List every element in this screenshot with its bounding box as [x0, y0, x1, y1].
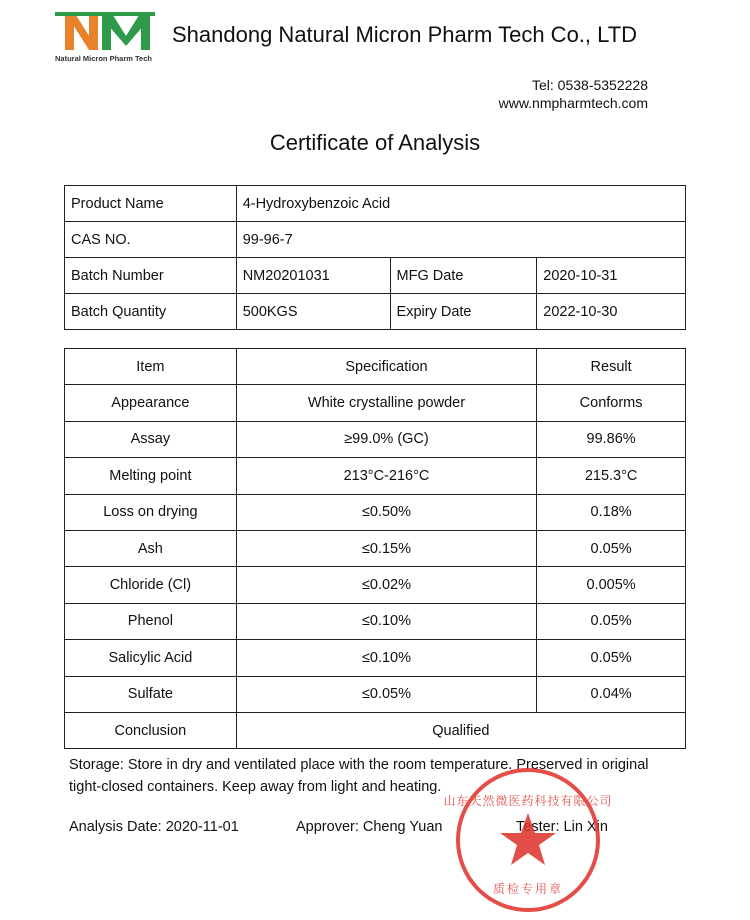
table-row	[65, 640, 686, 676]
result-cell: 0.05%	[537, 640, 686, 676]
info-value: 2020-10-31	[537, 258, 686, 294]
info-row	[65, 222, 686, 258]
page-title: Certificate of Analysis	[269, 130, 481, 155]
item-cell: Salicylic Acid	[65, 640, 237, 676]
table-row	[65, 530, 686, 566]
spec-cell: ≤0.15%	[236, 530, 536, 566]
info-label: Batch Number	[65, 258, 237, 294]
result-cell: 0.04%	[537, 676, 686, 712]
analysis-date: Analysis Date: 2020-11-01	[69, 819, 239, 835]
info-row	[65, 186, 686, 222]
svg-text:质检专用章: 质检专用章	[492, 882, 564, 896]
result-cell: 0.18%	[537, 494, 686, 530]
spec-cell: ≥99.0% (GC)	[236, 421, 536, 457]
info-row	[65, 258, 686, 294]
company-seal-stamp	[443, 765, 613, 915]
item-cell: Appearance	[65, 385, 237, 421]
result-cell: 99.86%	[537, 421, 686, 457]
result-cell: 0.05%	[537, 530, 686, 566]
table-row	[65, 421, 686, 457]
spec-cell: ≤0.10%	[236, 640, 536, 676]
table-row	[65, 458, 686, 494]
table-row	[65, 603, 686, 639]
spec-cell: ≤0.10%	[236, 603, 536, 639]
result-cell: 215.3°C	[537, 458, 686, 494]
item-cell: Ash	[65, 530, 237, 566]
company-logo	[55, 6, 167, 64]
logo-mark	[55, 6, 155, 52]
product-info-table	[64, 185, 686, 330]
tester: Tester: Lin Xin	[516, 819, 608, 835]
spec-cell: ≤0.02%	[236, 567, 536, 603]
result-cell: 0.005%	[537, 567, 686, 603]
spec-cell: ≤0.50%	[236, 494, 536, 530]
info-value: 500KGS	[236, 294, 390, 330]
table-row	[65, 494, 686, 530]
company-name: Shandong Natural Micron Pharm Tech Co., LTD	[172, 22, 638, 47]
info-value: 4-Hydroxybenzoic Acid	[236, 186, 685, 222]
column-header: Result	[537, 349, 686, 385]
contact-block	[499, 76, 648, 112]
conclusion-value: Qualified	[236, 712, 685, 748]
item-cell: Sulfate	[65, 676, 237, 712]
table-row	[65, 385, 686, 421]
column-header: Item	[65, 349, 237, 385]
item-cell: Loss on drying	[65, 494, 237, 530]
spec-cell: 213°C-216°C	[236, 458, 536, 494]
info-label: CAS NO.	[65, 222, 237, 258]
seal-graphic	[443, 765, 613, 915]
info-value: NM20201031	[236, 258, 390, 294]
results-header-row	[65, 349, 686, 385]
column-header: Specification	[236, 349, 536, 385]
item-cell: Phenol	[65, 603, 237, 639]
conclusion-label: Conclusion	[65, 712, 237, 748]
table-row	[65, 567, 686, 603]
website: www.nmpharmtech.com	[498, 95, 648, 111]
result-cell: Conforms	[537, 385, 686, 421]
svg-text:山东天然微医药科技有限公司: 山东天然微医药科技有限公司	[443, 794, 613, 808]
logo-caption: Natural Micron Pharm Tech	[55, 54, 152, 63]
spec-cell: White crystalline powder	[236, 385, 536, 421]
conclusion-row	[65, 712, 686, 748]
table-row	[65, 676, 686, 712]
info-row	[65, 294, 686, 330]
tel: Tel: 0538-5352228	[532, 77, 648, 93]
results-table	[64, 348, 686, 749]
item-cell: Assay	[65, 421, 237, 457]
info-label: Expiry Date	[390, 294, 537, 330]
result-cell: 0.05%	[537, 603, 686, 639]
storage-note: Storage: Store in dry and ventilated place with the room temperature. Preserved in original tight-closed containers. Keep away from light and heating.	[69, 757, 649, 795]
item-cell: Chloride (Cl)	[65, 567, 237, 603]
info-value: 2022-10-30	[537, 294, 686, 330]
approver: Approver: Cheng Yuan	[296, 819, 443, 835]
info-label: MFG Date	[390, 258, 537, 294]
info-value: 99-96-7	[236, 222, 685, 258]
item-cell: Melting point	[65, 458, 237, 494]
info-label: Product Name	[65, 186, 237, 222]
spec-cell: ≤0.05%	[236, 676, 536, 712]
info-label: Batch Quantity	[65, 294, 237, 330]
